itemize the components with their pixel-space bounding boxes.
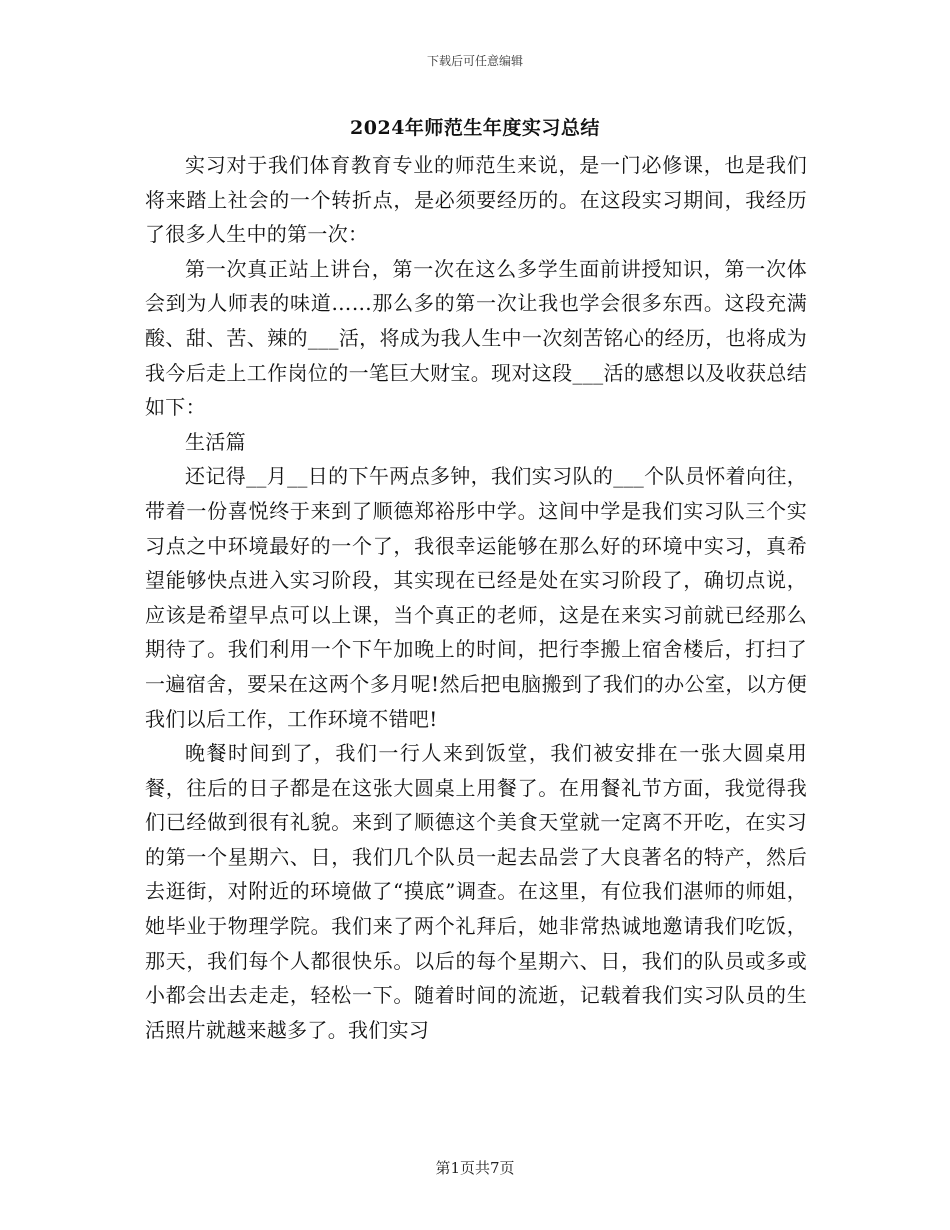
document-title: 2024年师范生年度实习总结 — [350, 117, 600, 139]
paragraph-intro: 实习对于我们体育教育专业的师范生来说，是一门必修课，也是我们将来踏上社会的一个转折点，是必须要经历的。在这段实习期间，我经历了很多人生中的第一次： — [145, 153, 807, 247]
section-heading-life: 生活篇 — [185, 429, 246, 454]
page-number: 第1页共7页 — [435, 1159, 515, 1177]
paragraph-dinner: 晚餐时间到了，我们一行人来到饭堂，我们被安排在一张大圆桌用餐，往后的日子都是在这张大圆桌上用餐了。在用餐礼节方面，我觉得我们已经做到很有礼貌。来到了顺德这个美食天堂就一定离不开吃，在实习的第一个星期六、日，我们几个队员一起去品尝了大良著名的特产，然后去逛街，对附近的环境做了“摸底”调查。在这里，有位我们湛师的师姐，她毕业于物理学院。我们来了两个礼拜后，她非常热诚地邀请我们吃饭，那天，我们每个人都很快乐。以后的每个星期六、日，我们的队员或多或小都会出去走走，轻松一下。随着时间的流逝，记载着我们实习队员的生活照片就越来越多了。我们实习 — [145, 741, 807, 1042]
document-body — [145, 148, 807, 1047]
paragraph-firsts: 第一次真正站上讲台，第一次在这么多学生面前讲授知识，第一次体会到为人师表的味道……那么多的第一次让我也学会很多东西。这段充满酸、甜、苦、辣的___活，将成为我人生中一次刻苦铭心的经历，也将成为我今后走上工作岗位的一笔巨大财宝。现对这段___活的感想以及收获总结如下： — [145, 256, 807, 420]
paragraph-arrival: 还记得__月__日的下午两点多钟，我们实习队的___个队员怀着向往，带着一份喜悦终于来到了顺德郑裕彤中学。这间中学是我们实习队三个实习点之中环境最好的一个了，我很幸运能够在那么好的环境中实习，真希望能够快点进入实习阶段，其实现在已经是处在实习阶段了，确切点说，应该是希望早点可以上课，当个真正的老师，这是在来实习前就已经那么期待了。我们利用一个下午加晚上的时间，把行李搬上宿舍楼后，打扫了一遍宿舍，要呆在这两个多月呢!然后把电脑搬到了我们的办公室，以方便我们以后工作，工作环境不错吧! — [145, 464, 807, 731]
page-header: 下载后可任意编辑 — [426, 54, 523, 68]
